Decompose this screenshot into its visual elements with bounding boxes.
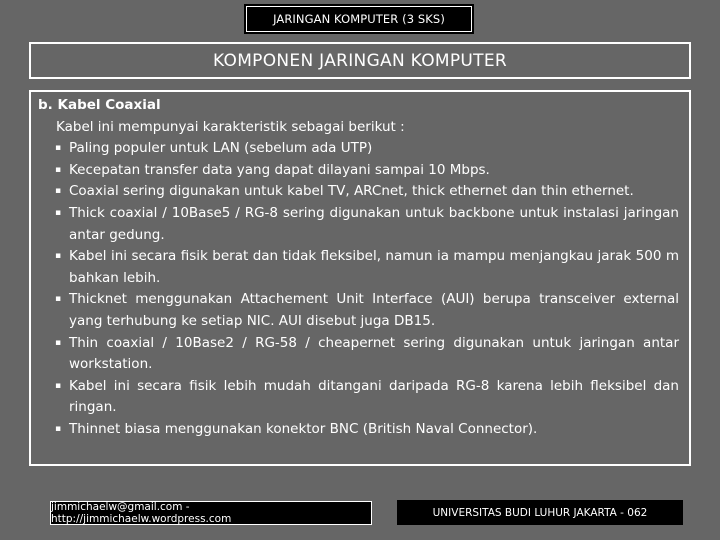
- list-item: [55, 203, 679, 246]
- section-heading: b. Kabel Coaxial: [38, 97, 161, 113]
- footer-institution-box: [397, 500, 683, 525]
- list-item-text: Coaxial sering digunakan untuk kabel TV, ARCnet, thick ethernet dan thin ethernet.: [69, 183, 634, 200]
- bullet-icon: ▪: [55, 143, 62, 154]
- course-label: JARINGAN KOMPUTER (3 SKS): [273, 12, 445, 26]
- bullet-list: [38, 138, 679, 440]
- list-item: [55, 333, 679, 376]
- slide-title-box: [29, 42, 691, 79]
- list-item-text: Paling populer untuk LAN (sebelum ada UTP): [69, 140, 373, 157]
- bullet-icon: ▪: [55, 423, 62, 434]
- bullet-icon: ▪: [55, 251, 62, 262]
- list-item-text: Kecepatan transfer data yang dapat dilayani sampai 10 Mbps.: [69, 161, 490, 178]
- intro-text: Kabel ini mempunyai karakteristik sebagai berikut :: [56, 118, 405, 135]
- slide-content: [29, 90, 691, 466]
- list-item: [55, 419, 679, 441]
- slide-title: KOMPONEN JARINGAN KOMPUTER: [213, 50, 507, 71]
- bullet-icon: ▪: [55, 207, 62, 218]
- list-item-text: Kabel ini secara fisik lebih mudah ditangani daripada RG-8 karena lebih fleksibel dan ringan.: [69, 377, 679, 416]
- list-item: [55, 289, 679, 332]
- footer-contact: jimmichaelw@gmail.com - http://jimmichaelw.wordpress.com: [51, 501, 232, 525]
- course-header: [246, 6, 472, 32]
- list-item-text: Kabel ini secara fisik berat dan tidak fleksibel, namun ia mampu menjangkau jarak 500 m bahkan lebih.: [69, 248, 679, 286]
- list-item-text: Thin coaxial / 10Base2 / RG-58 / cheapernet sering digunakan untuk jaringan antar workstation.: [69, 334, 679, 373]
- list-item: [55, 138, 679, 160]
- list-item-text: Thicknet menggunakan Attachement Unit Interface (AUI) berupa transceiver external yang terhubung ke setiap NIC. AUI disebut juga DB15.: [69, 291, 679, 329]
- list-item: [55, 246, 679, 289]
- bullet-icon: ▪: [55, 186, 62, 197]
- list-item-text: Thick coaxial / 10Base5 / RG-8 sering digunakan untuk backbone untuk instalasi jaringan antar gedung.: [69, 204, 679, 243]
- list-item: [55, 181, 679, 203]
- list-item: [55, 160, 679, 182]
- bullet-icon: ▪: [55, 337, 62, 348]
- bullet-icon: ▪: [55, 164, 62, 175]
- bullet-icon: ▪: [55, 294, 62, 305]
- list-item: [55, 376, 679, 419]
- footer-institution: UNIVERSITAS BUDI LUHUR JAKARTA - 062: [432, 506, 648, 519]
- footer-contact-box: [50, 501, 372, 525]
- list-item-text: Thinnet biasa menggunakan konektor BNC (British Naval Connector).: [69, 420, 538, 437]
- bullet-icon: ▪: [55, 380, 62, 391]
